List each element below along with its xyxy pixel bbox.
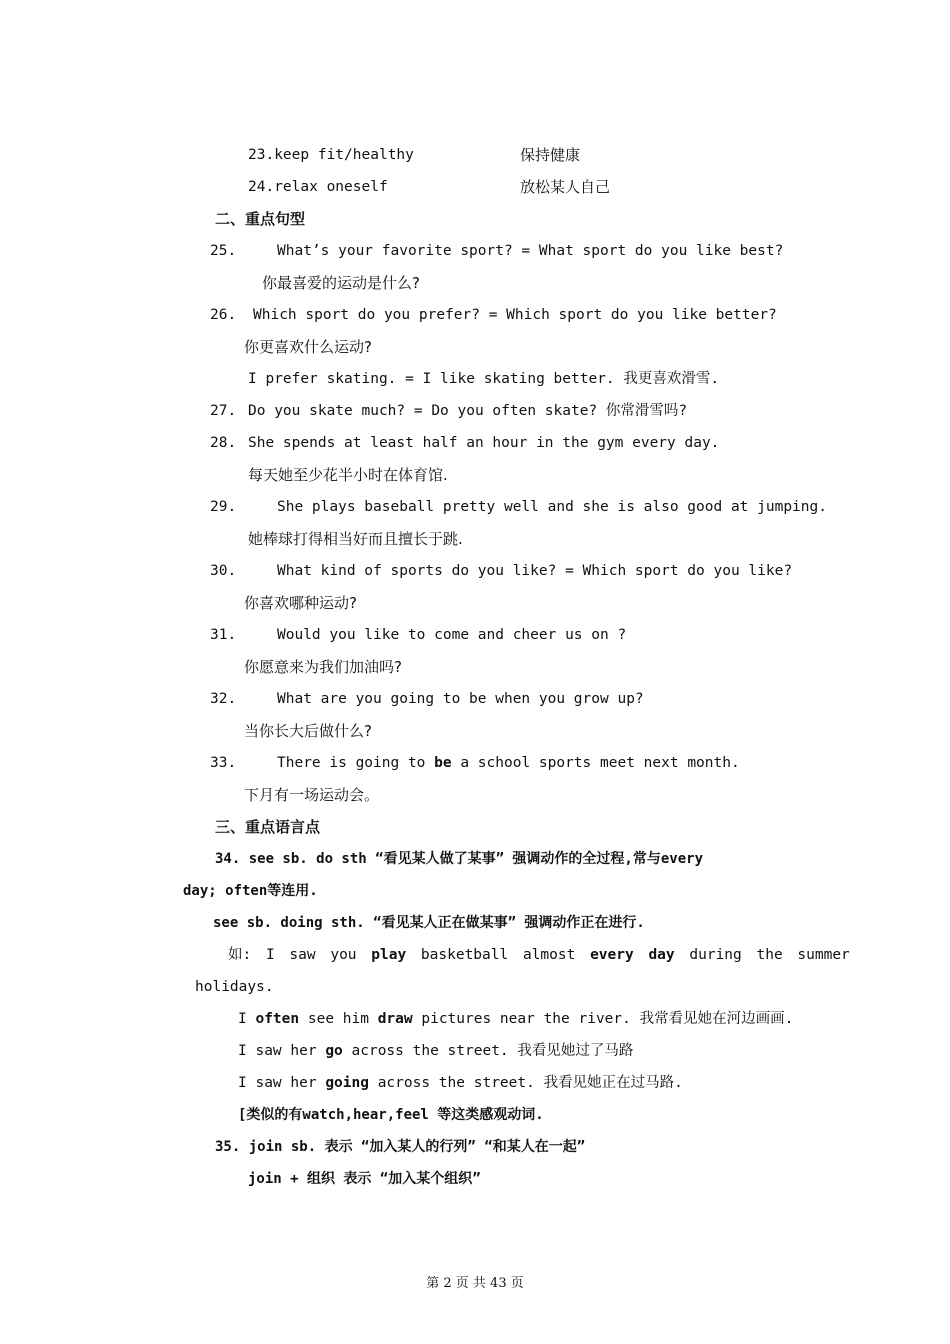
sentence-number-28: 28. [210, 435, 237, 451]
example-highlight: often [255, 1011, 300, 1027]
vocab-chinese-23: 保持健康 [520, 146, 581, 164]
example-highlight: draw [377, 1011, 413, 1027]
sentence-chinese-32: 当你长大后做什么? [244, 722, 372, 740]
sentence-english-33 [277, 753, 740, 773]
sentence-english-29: She plays baseball pretty well and she is also good at jumping. [277, 499, 827, 515]
example-text: across the street. 我看见她过了马路 [351, 1043, 634, 1059]
sentence-english-27: Do you skate much? = Do you often skate? 你常滑雪吗? [248, 403, 688, 419]
sentence-english-30: What kind of sports do you like? = Which sport do you like? [277, 563, 793, 579]
point-34-example-1-cont: holidays. [195, 979, 274, 995]
sentence-number-29: 29. [210, 499, 237, 515]
sentence-chinese-30: 你喜欢哪种运动? [244, 594, 357, 612]
sentence-english-26: Which sport do you prefer? = Which sport do you like better? [253, 307, 777, 323]
point-34-example-2 [238, 1009, 793, 1029]
example-text: I saw her [238, 1043, 317, 1059]
vocab-item-23 [248, 145, 414, 165]
page-footer: 第 2 页 共 43 页 [426, 1276, 524, 1291]
vocab-chinese-24: 放松某人自己 [520, 178, 611, 196]
sentence-number-27: 27. [210, 403, 237, 419]
sentence-chinese-25: 你最喜爱的运动是什么? [262, 274, 420, 292]
sentence-english-25: What’s your favorite sport? = What sport do you like best? [277, 243, 784, 259]
example-highlight: every day [590, 947, 675, 963]
sentence-number-32: 32. [210, 691, 237, 707]
vocab-number: 23. [248, 147, 275, 163]
point-34-example-3 [238, 1041, 633, 1061]
sentence-english-32: What are you going to be when you grow up? [277, 691, 644, 707]
vocab-item-24 [248, 177, 388, 197]
vocab-english: keep fit/healthy [274, 147, 414, 163]
section-heading-language-points: 三、重点语言点 [215, 818, 321, 836]
example-text: during the summer [689, 947, 850, 963]
example-highlight: play [371, 947, 407, 963]
point-34-note: [类似的有watch,hear,feel 等这类感观动词. [238, 1107, 544, 1123]
example-text: I [238, 1011, 247, 1027]
point-34-line1: 34. see sb. do sth “看见某人做了某事” 强调动作的全过程,常与every [215, 851, 704, 867]
sentence-english-28: She spends at least half an hour in the gym every day. [248, 435, 720, 451]
sentence-chinese-26: 你更喜欢什么运动? [244, 338, 372, 356]
point-35-line1: 35. join sb. 表示 “加入某人的行列” “和某人在一起” [215, 1139, 586, 1155]
example-text: across the street. 我看见她正在过马路. [377, 1075, 683, 1091]
example-highlight: going [325, 1075, 369, 1091]
example-text: pictures near the river. 我常看见她在河边画画. [421, 1011, 794, 1027]
sentence-chinese-31: 你愿意来为我们加油吗? [244, 658, 402, 676]
point-34-example-4 [238, 1073, 683, 1093]
vocab-english: relax oneself [274, 179, 388, 195]
vocab-number: 24. [248, 179, 275, 195]
sentence-chinese-28: 每天她至少花半小时在体育馆. [248, 466, 448, 484]
point-34-example-1 [228, 945, 850, 965]
example-highlight: go [325, 1043, 343, 1059]
point-34-line3: see sb. doing sth. “看见某人正在做某事” 强调动作正在进行. [213, 915, 645, 931]
sentence-chinese-33: 下月有一场运动会。 [244, 786, 380, 804]
section-heading-key-sentences: 二、重点句型 [215, 210, 306, 228]
sentence-text: There is going to [277, 755, 426, 771]
sentence-extra-26: I prefer skating. = I like skating better. 我更喜欢滑雪. [248, 371, 720, 387]
sentence-chinese-29: 她棒球打得相当好而且擅长于跳. [248, 530, 463, 548]
example-text: basketball almost [420, 947, 576, 963]
sentence-number-31: 31. [210, 627, 237, 643]
sentence-number-33: 33. [210, 755, 237, 771]
sentence-text: a school sports meet next month. [460, 755, 740, 771]
sentence-number-25: 25. [210, 243, 237, 259]
sentence-number-26: 26. [210, 307, 237, 323]
sentence-number-30: 30. [210, 563, 237, 579]
sentence-english-31: Would you like to come and cheer us on ? [277, 627, 627, 643]
example-text: see him [307, 1011, 369, 1027]
example-text: 如: I saw you [228, 947, 357, 963]
sentence-highlight: be [434, 755, 452, 771]
example-text: I saw her [238, 1075, 317, 1091]
point-35-line2: join + 组织 表示 “加入某个组织” [248, 1171, 481, 1187]
point-34-line2: day; often等连用. [183, 883, 318, 899]
